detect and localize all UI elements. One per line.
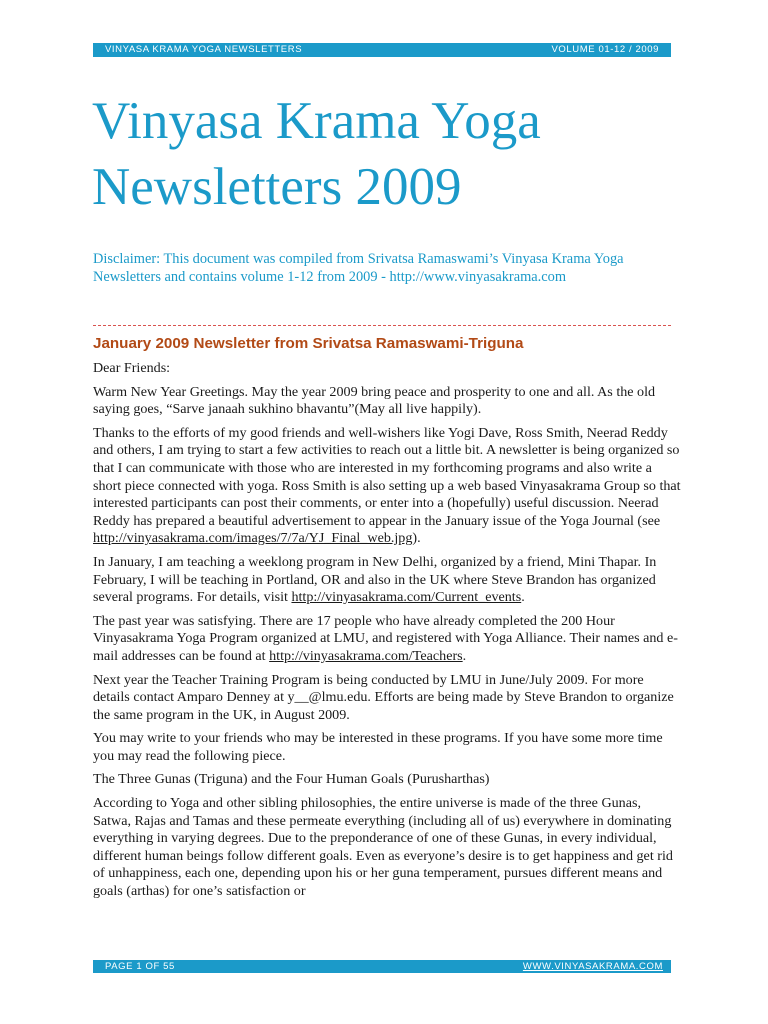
paragraph-gunas: According to Yoga and other sibling philosophies, the entire universe is made of the three Gunas, Satwa, Rajas and Tamas and these permeate everything (including all of us) everywhere in dominating everything in varying degrees. Due to the preponderance of one of these Gunas, in every individual, different human beings follow different goals. Even as everyone’s desire is to get happiness and get rid of unhappiness, each one, depending upon his or her guna temperament, pursues different means and goals (arthas) for one’s satisfaction or (93, 795, 673, 900)
page-number: PAGE 1 OF 55 (105, 961, 175, 972)
paragraph-text: The past year was satisfying. There are 17 people who have already completed the 200 Hour Vinyasakrama Yoga Program organized at LMU, and registered with Yoga Alliance. Their names and e-mail addresses can be found at (93, 612, 678, 664)
paragraph-past-year (93, 613, 681, 666)
article-title: January 2009 Newsletter from Srivatsa Ramaswami-Triguna (93, 335, 524, 352)
paragraph-text: . (462, 647, 467, 664)
title-line-1: Vinyasa Krama Yoga (92, 92, 541, 150)
paragraph-invite: You may write to your friends who may be interested in these programs. If you have some more time you may read the following piece. (93, 730, 663, 764)
disclaimer: Disclaimer: This document was compiled from Srivatsa Ramaswami’s Vinyasa Krama Yoga Newsletters and contains volume 1-12 from 2009 - http://www.vinyasakrama.com (93, 251, 624, 285)
paragraph-text: . (521, 589, 525, 606)
yj-ad-link[interactable]: http://vinyasakrama.com/images/7/7a/YJ_Final_web.jpg (93, 530, 413, 547)
article-body (93, 360, 681, 940)
footer-bar (93, 960, 671, 973)
paragraph-new-year: Warm New Year Greetings. May the year 2009 bring peace and prosperity to one and all. As the old saying goes, “Sarve janaah sukhino bhavantu”(May all live happily). (93, 383, 656, 418)
paragraph-teacher-training: Next year the Teacher Training Program is being conducted by LMU in June/July 2009. For more details contact Amparo Denney at y__@lmu.edu. Efforts are being made by Steve Brandon to organize the same program in the UK, in August 2009. (93, 671, 674, 723)
header-left-text: VINYASA KRAMA YOGA NEWSLETTERS (105, 44, 303, 55)
header-bar (93, 43, 671, 57)
section-heading-triguna: The Three Gunas (Triguna) and the Four Human Goals (Purusharthas) (93, 771, 490, 788)
header-right-text: VOLUME 01-12 / 2009 (551, 44, 659, 55)
paragraph-greeting: Dear Friends: (93, 360, 171, 376)
paragraph-text: Thanks to the efforts of my good friends and well-wishers like Yogi Dave, Ross Smith, Neerad Reddy and others, I am trying to start a few activities to reach out a little bit. A newsletter is being organized so that I can communicate with those who are interested in my forthcoming programs and also write a short piece connected with yoga. Ross Smith is also setting up a web based Vinyasakrama Group so that interested participants can post their comments, or enter into a (hopefully) useful discussion. Neerad Reddy has prepared a beautiful advertisement to appear in the January issue of the Yoga Journal (see (93, 424, 681, 529)
paragraph-text: ). (412, 530, 421, 547)
teachers-link[interactable]: http://vinyasakrama.com/Teachers (269, 647, 463, 664)
document-title (92, 88, 692, 220)
paragraph-schedule (93, 554, 681, 607)
paragraph-text: In January, I am teaching a weeklong program in New Delhi, organized by a friend, Mini Thapar. In February, I will be teaching in Portland, OR and also in the UK where Steve Brandon has organized several programs. For details, visit (93, 553, 657, 606)
website-link[interactable]: WWW.VINYASAKRAMA.COM (522, 961, 663, 972)
current-events-link[interactable]: http://vinyasakrama.com/Current_events (291, 589, 522, 606)
paragraph-activities (93, 425, 681, 548)
title-line-2: Newsletters 2009 (92, 158, 462, 216)
dashed-divider (93, 325, 671, 326)
